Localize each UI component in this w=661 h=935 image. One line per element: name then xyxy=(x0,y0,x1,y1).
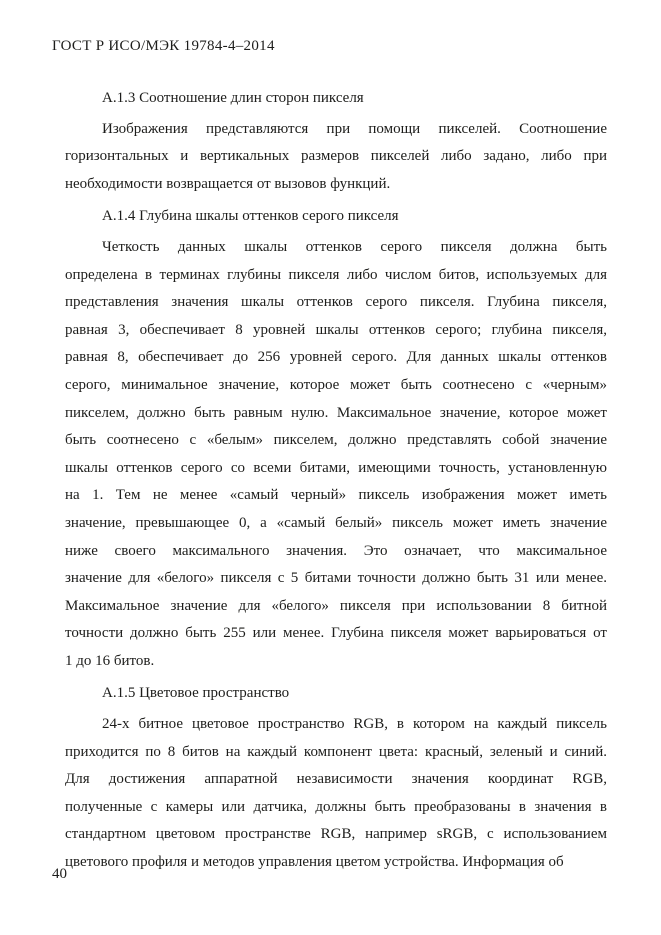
paragraph-line: Для достижения аппаратной независимости значения координат RGB, xyxy=(65,771,607,788)
paragraph-line: Изображения представляются при помощи пикселей. Соотношение xyxy=(102,120,607,137)
paragraph-line: значение для «белого» пикселя с 5 битами точности должно быть 31 или менее. xyxy=(65,570,607,587)
document-body xyxy=(65,80,607,877)
paragraph-line: Четкость данных шкалы оттенков серого пикселя должна быть xyxy=(102,238,607,255)
paragraph xyxy=(65,234,607,676)
section-heading: А.1.5 Цветовое пространство xyxy=(102,685,290,702)
paragraph-line: полученные с камеры или датчика, должны быть преобразованы в значения в xyxy=(65,798,607,815)
paragraph-line: равная 3, обеспечивает 8 уровней шкалы оттенков серого; глубина пикселя, xyxy=(65,321,607,338)
paragraph-line: стандартном цветовом пространстве RGB, например sRGB, с использованием xyxy=(65,826,607,843)
paragraph-line: Максимальное значение для «белого» пикселя при использовании 8 битной xyxy=(65,597,607,614)
paragraph-line: 1 до 16 битов. xyxy=(65,652,155,669)
paragraph xyxy=(65,116,607,199)
paragraph-line: цветового профиля и методов управления цветом устройства. Информация об xyxy=(65,854,564,871)
paragraph-line: на 1. Тем не менее «самый черный» пиксель изображения может иметь xyxy=(65,487,607,504)
paragraph-line: необходимости возвращается от вызовов функций. xyxy=(65,175,391,192)
paragraph-line: представления значения шкалы оттенков серого пикселя. Глубина пикселя, xyxy=(65,294,607,311)
page-number: 40 xyxy=(52,866,67,882)
paragraph-line: значение, превышающее 0, а «самый белый» пиксель может иметь значение xyxy=(65,514,607,531)
paragraph-line: равная 8, обеспечивает до 256 уровней серого. Для данных шкалы оттенков xyxy=(65,349,607,366)
paragraph-line: 24-х битное цветовое пространство RGB, в котором на каждый пиксель xyxy=(102,716,607,733)
paragraph xyxy=(65,711,607,877)
paragraph-line: серого, минимальное значение, которое может быть соотнесено с «черным» xyxy=(65,376,607,393)
paragraph-line: точности должно быть 255 или менее. Глубина пикселя может варьироваться от xyxy=(65,625,607,642)
paragraph-line: определена в терминах глубины пикселя либо числом битов, используемых для xyxy=(65,266,607,283)
paragraph-line: пикселем, должно быть равным нулю. Максимальное значение, которое может xyxy=(65,404,607,421)
paragraph-line: горизонтальных и вертикальных размеров пикселей либо задано, либо при xyxy=(65,148,607,165)
paragraph-line: ниже своего максимального значения. Это означает, что максимальное xyxy=(65,542,607,559)
section-heading: А.1.4 Глубина шкалы оттенков серого пикселя xyxy=(102,208,399,225)
paragraph-line: шкалы оттенков серого со всеми битами, имеющими точность, установленную xyxy=(65,459,607,476)
section-heading: А.1.3 Соотношение длин сторон пикселя xyxy=(102,90,364,106)
standard-number-header: ГОСТ Р ИСО/МЭК 19784-4–2014 xyxy=(52,38,275,54)
paragraph-line: быть соотнесено с «белым» пикселем, должно представлять собой значение xyxy=(65,432,607,449)
paragraph-line: приходится по 8 битов на каждый компонент цвета: красный, зеленый и синий. xyxy=(65,743,607,760)
